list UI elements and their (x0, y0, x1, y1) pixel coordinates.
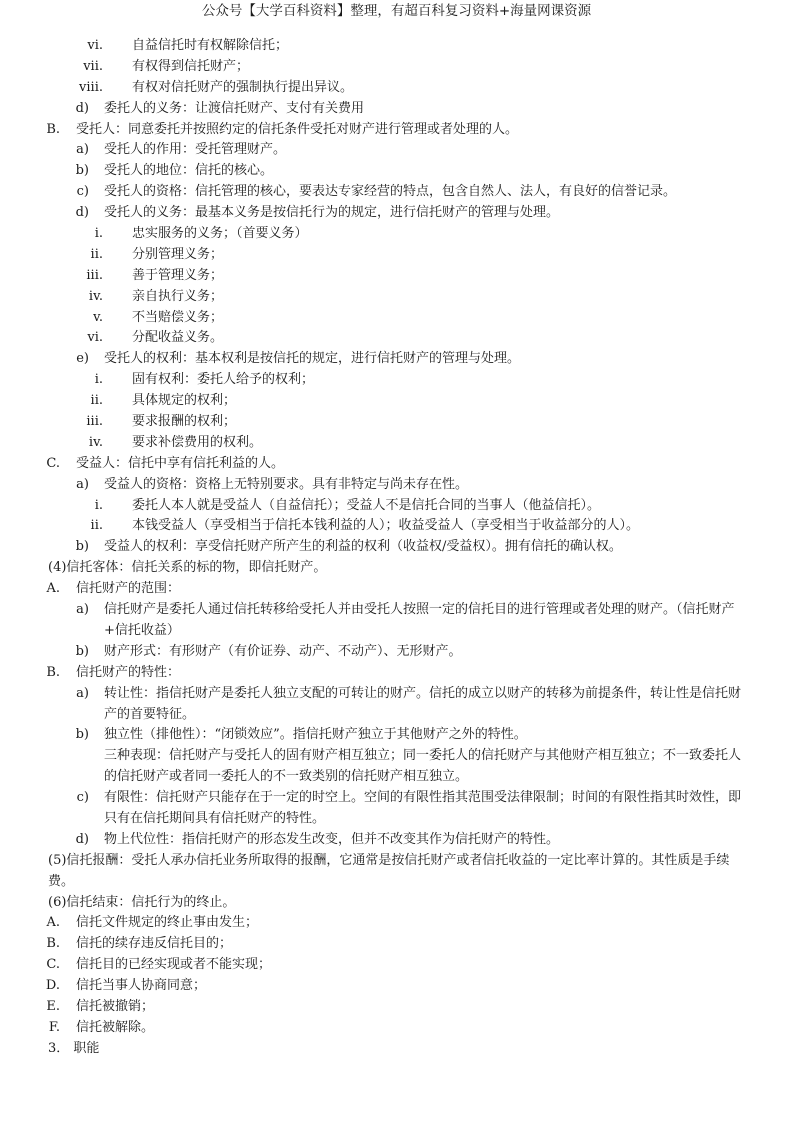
outline-item (0, 475, 793, 496)
item-marker: B. (46, 121, 60, 137)
outline-item (0, 913, 793, 934)
outline-item (0, 788, 793, 830)
item-marker: a) (76, 142, 89, 158)
item-marker: ii. (90, 393, 103, 409)
outline-item (0, 391, 793, 412)
item-marker: iii. (86, 414, 103, 430)
outline-item (0, 934, 793, 955)
item-text: 要求补偿费用的权利。 (132, 434, 263, 450)
outline-item (0, 287, 793, 308)
item-text: 物上代位性：指信托财产的形态发生改变，但并不改变其作为信托财产的特性。 (104, 831, 560, 847)
outline-item (0, 308, 793, 329)
outline-item (0, 182, 793, 203)
outline-item (0, 516, 793, 537)
item-marker: e) (76, 351, 89, 367)
item-marker: B. (46, 936, 60, 952)
outline-item (0, 245, 793, 266)
outline-item (0, 976, 793, 997)
outline-item (0, 454, 793, 475)
item-marker: B. (46, 664, 60, 680)
item-marker: c) (76, 790, 89, 806)
item-text: 受托人的作用：受托管理财产。 (104, 142, 287, 158)
item-marker: C. (46, 455, 60, 471)
item-text: 委托人本人就是受益人（自益信托）；受益人不是信托合同的当事人（他益信托）。 (132, 497, 601, 513)
outline-item (0, 746, 793, 788)
item-text: 具体规定的权利； (132, 393, 237, 409)
item-text: 有权对信托财产的强制执行提出异议。 (132, 79, 354, 95)
item-text: 信托被撤销； (76, 999, 155, 1015)
item-text: 信托财产是委托人通过信托转移给受托人并由受托人按照一定的信托目的进行管理或者处理的财产。（信托财产+信托收益） (104, 602, 735, 638)
item-text: 信托目的已经实现或者不能实现； (76, 957, 272, 973)
item-marker: b) (75, 539, 89, 555)
item-marker: F. (48, 1019, 60, 1035)
item-marker: c) (76, 184, 89, 200)
outline-item (0, 433, 793, 454)
item-marker: b) (75, 643, 89, 659)
item-text: 本钱受益人（享受相当于信托本钱利益的人）；收益受益人（享受相当于收益部分的人）。 (132, 518, 640, 534)
outline-item (0, 266, 793, 287)
item-marker: A. (46, 915, 60, 931)
outline-item (0, 203, 793, 224)
item-text: 财产形式：有形财产（有价证券、动产、不动产）、无形财产。 (104, 643, 462, 659)
item-text: (4)信托客体：信托关系的标的物，即信托财产。 (48, 560, 327, 576)
item-text: 善于管理义务； (132, 267, 224, 283)
item-text: 信托财产的范围： (76, 581, 181, 597)
item-marker: a) (76, 602, 89, 618)
item-text: 信托当事人协商同意； (76, 978, 207, 994)
outline-item (0, 642, 793, 663)
item-text: 受托人：同意委托并按照约定的信托条件受托对财产进行管理或者处理的人。 (76, 121, 519, 137)
item-marker: iv. (88, 288, 103, 304)
item-text: 不当赔偿义务； (132, 309, 224, 325)
outline-item (0, 224, 793, 245)
item-marker: A. (46, 581, 60, 597)
document-body (0, 36, 793, 1060)
item-text: (6)信托结束：信托行为的终止。 (48, 894, 236, 910)
outline-item (0, 893, 793, 914)
item-marker: d) (75, 100, 89, 116)
outline-item (0, 851, 793, 893)
item-marker: iii. (86, 267, 103, 283)
page-header: 公众号【大学百科资料】整理，有超百科复习资料+海量网课资源 (201, 3, 592, 19)
item-text: 信托的续存违反信托目的； (76, 936, 233, 952)
item-marker: i. (94, 372, 103, 388)
item-marker: vii. (83, 58, 103, 74)
item-marker: a) (76, 476, 89, 492)
item-marker: b) (75, 163, 89, 179)
outline-item (0, 57, 793, 78)
item-marker: v. (93, 309, 103, 325)
outline-item (0, 725, 793, 746)
outline-item (0, 328, 793, 349)
outline-item (0, 36, 793, 57)
item-text: 受益人的权利：享受信托财产所产生的利益的权利（收益权/受益权）。拥有信托的确认权。 (104, 539, 622, 555)
item-text: 三种表现：信托财产与受托人的固有财产相互独立；同一委托人的信托财产与其他财产相互独立；不一致委托人的信托财产或者同一委托人的不一致类别的信托财产相互独立。 (104, 748, 742, 785)
item-text: (5)信托报酬：受托人承办信托业务所取得的报酬，它通常是按信托财产或者信托收益的一定比率计算的。其性质是手续费。 (48, 852, 730, 889)
outline-item (0, 830, 793, 851)
item-marker: iv. (88, 434, 103, 450)
outline-item (0, 78, 793, 99)
item-text: 信托被解除。 (76, 1019, 155, 1035)
item-text: 信托文件规定的终止事由发生； (76, 915, 259, 931)
item-text: 受托人的权利：基本权利是按信托的规定，进行信托财产的管理与处理。 (104, 351, 521, 367)
outline-item (0, 537, 793, 558)
outline-item (0, 161, 793, 182)
item-text: 受托人的地位：信托的核心。 (104, 163, 274, 179)
outline-item (0, 1018, 793, 1039)
item-text: 亲自执行义务； (132, 288, 224, 304)
item-text: 要求报酬的权利； (132, 414, 237, 430)
outline-item (0, 955, 793, 976)
item-text: 固有权利：委托人给予的权利； (132, 372, 315, 388)
outline-item (0, 997, 793, 1018)
item-text: 信托财产的特性： (76, 664, 181, 680)
item-text: 分别管理义务； (132, 246, 224, 262)
item-text: 自益信托时有权解除信托； (132, 38, 289, 53)
outline-item (0, 120, 793, 141)
outline-item (0, 579, 793, 600)
item-text: 忠实服务的义务；（首要义务） (132, 226, 308, 242)
item-text: 3． 职能 (48, 1040, 100, 1056)
outline-item (0, 496, 793, 517)
item-marker: vi. (87, 330, 103, 346)
outline-item (0, 684, 793, 726)
item-marker: viii. (79, 79, 103, 95)
item-marker: i. (94, 497, 103, 513)
outline-item (0, 663, 793, 684)
item-text: 有限性：信托财产只能存在于一定的时空上。空间的有限性指其范围受法律限制；时间的有限性指其时效性，即只有在信托期间具有信托财产的特性。 (104, 790, 742, 827)
item-text: 受益人的资格：资格上无特别要求。具有非特定与尚未存在性。 (104, 476, 469, 492)
outline-item (0, 558, 793, 579)
item-marker: ii. (90, 246, 103, 262)
item-text: 受托人的义务：最基本义务是按信托行为的规定，进行信托财产的管理与处理。 (104, 205, 560, 221)
item-text: 受托人的资格：信托管理的核心，要表达专家经营的特点，包含自然人、法人，有良好的信誉记录。 (104, 184, 677, 200)
outline-item (0, 412, 793, 433)
item-text: 转让性：指信托财产是委托人独立支配的可转让的财产。信托的成立以财产的转移为前提条件，转让性是信托财产的首要特征。 (104, 685, 742, 722)
item-marker: d) (75, 205, 89, 221)
item-marker: d) (75, 831, 89, 847)
item-marker: i. (94, 226, 103, 242)
item-marker: E. (46, 999, 60, 1015)
outline-item (0, 1039, 793, 1060)
item-marker: D. (45, 978, 60, 994)
item-marker: C. (46, 957, 60, 973)
outline-item (0, 140, 793, 161)
item-text: 分配收益义务。 (132, 330, 224, 346)
outline-item (0, 99, 793, 120)
item-text: 独立性（排他性）：“闭锁效应”。指信托财产独立于其他财产之外的特性。 (104, 727, 527, 743)
item-marker: vi. (87, 38, 103, 53)
item-marker: a) (76, 685, 89, 701)
item-marker: ii. (90, 518, 103, 534)
outline-item (0, 349, 793, 370)
outline-item (0, 600, 793, 642)
item-text: 有权得到信托财产； (132, 58, 250, 74)
item-text: 受益人：信托中享有信托利益的人。 (76, 455, 285, 471)
outline-item (0, 370, 793, 391)
item-marker: b) (75, 727, 89, 743)
item-text: 委托人的义务：让渡信托财产、支付有关费用 (104, 100, 365, 116)
